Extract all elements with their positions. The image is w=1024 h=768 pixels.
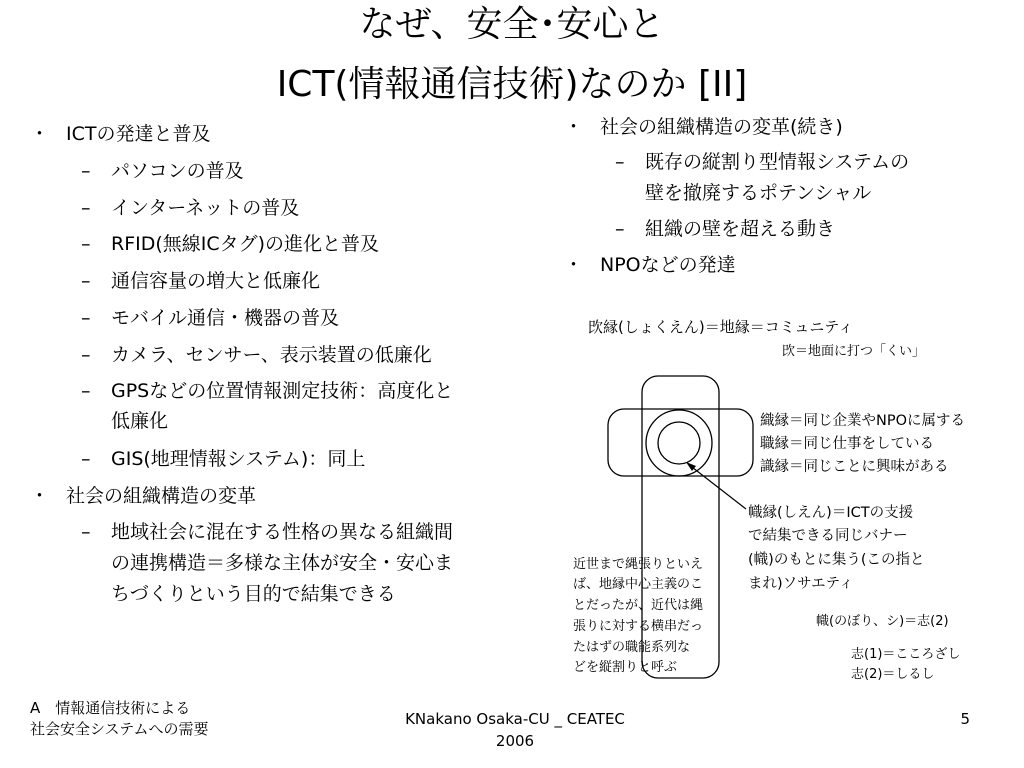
kokorozashi-definition: 志(1)＝こころざし: [851, 647, 961, 662]
right-bullet-label: 社会の組織構造の変革(続き): [600, 116, 843, 138]
inner-circle: [658, 422, 700, 464]
left-sub-label: カメラ、センサー、表示装置の低廉化: [111, 344, 432, 366]
bullet-dot: ・: [564, 116, 584, 138]
bullet-dot: ・: [30, 123, 50, 145]
history-line: どを縦割りと呼ぶ: [573, 660, 678, 675]
left-sub-label: GIS(地理情報システム)：同上: [111, 448, 366, 470]
history-line: 張りに対する横串だっ: [573, 619, 704, 634]
nobori-definition: 幟(のぼり、シ)＝志(2): [816, 614, 949, 629]
horizontal-band-rect: [608, 409, 753, 476]
center-circle: [646, 410, 712, 476]
en-line: 職縁＝同じ仕事をしている: [760, 436, 934, 452]
left-sub-label: インターネットの普及: [111, 197, 300, 219]
footer-author-line1: KNakano Osaka-CU _ CEATEC: [405, 710, 625, 728]
history-line: 近世まで縄張りといえ: [573, 557, 704, 572]
right-bullet-npo-label: NPOなどの発達: [600, 254, 736, 276]
shien-line: 幟縁(しえん)＝ICTの支援: [748, 505, 914, 521]
right-sub-label: 既存の縦割り型情報システムの: [645, 151, 910, 173]
shirushi-definition: 志(2)＝しるし: [851, 667, 935, 682]
left-bullet-org-label: 社会の組織構造の変革: [66, 485, 257, 507]
shokuen-definition: 㰝縁(しょくえん)＝地縁＝コミュニティ: [588, 318, 854, 336]
left-sub-continuation: 低廉化: [111, 410, 169, 432]
left-sub-label: モバイル通信・機器の普及: [111, 307, 340, 329]
dash-marker: –: [81, 344, 91, 366]
left-sub-label: GPSなどの位置情報測定技術：高度化と: [111, 380, 454, 402]
dash-marker: –: [615, 218, 625, 240]
left-sub-label: 地域社会に混在する性格の異なる組織間: [111, 521, 454, 543]
shoku-kui-definition: 㰝＝地面に打つ「くい」: [782, 344, 926, 359]
dash-marker: –: [81, 160, 91, 182]
left-sub-label: パソコンの普及: [111, 160, 244, 182]
dash-marker: –: [81, 448, 91, 470]
left-sub-label: 通信容量の増大と低廉化: [111, 270, 321, 292]
left-sub-label: RFID(無線ICタグ)の進化と普及: [111, 233, 380, 255]
right-sub-label: 組織の壁を超える動き: [645, 218, 836, 240]
history-line: とだったが、近代は縄: [573, 598, 704, 613]
dash-marker: –: [81, 197, 91, 219]
footer-section-line1: A 情報通信技術による: [30, 699, 191, 717]
history-line: たはずの職能系列な: [573, 640, 691, 655]
left-bullet-ict-label: ICTの発達と普及: [66, 123, 211, 145]
shien-line: まれ)ソサエティ: [748, 576, 854, 592]
bullet-dot: ・: [30, 485, 50, 507]
en-line: 識縁＝同じことに興味がある: [760, 459, 949, 475]
dash-marker: –: [81, 270, 91, 292]
dash-marker: –: [81, 307, 91, 329]
dash-marker: –: [81, 521, 91, 543]
bullet-dot: ・: [564, 254, 584, 276]
shien-line: (幟)のもとに集う(この指と: [748, 552, 925, 568]
slide-title-line2: ICT(情報通信技術)なのか [II]: [276, 64, 748, 105]
left-sub-continuation: ちづくりという目的で結集できる: [111, 583, 396, 605]
right-sub-continuation: 壁を撤廃するポテンシャル: [645, 182, 872, 204]
page-number: 5: [960, 710, 970, 728]
dash-marker: –: [81, 233, 91, 255]
shien-line: で結集できる同じバナー: [748, 528, 908, 544]
dash-marker: –: [615, 151, 625, 173]
history-line: ば、地縁中心主義のこ: [573, 577, 704, 592]
dash-marker: –: [81, 380, 91, 402]
footer-author-line2: 2006: [495, 732, 535, 750]
slide-title-line1: なぜ、安全･安心と: [359, 4, 665, 45]
footer-section-line2: 社会安全システムへの需要: [30, 720, 209, 738]
pointer-arrow: [688, 464, 746, 509]
en-line: 織縁＝同じ企業やNPOに属する: [760, 413, 966, 429]
left-sub-continuation: の連携構造＝多様な主体が安全・安心ま: [111, 552, 454, 574]
